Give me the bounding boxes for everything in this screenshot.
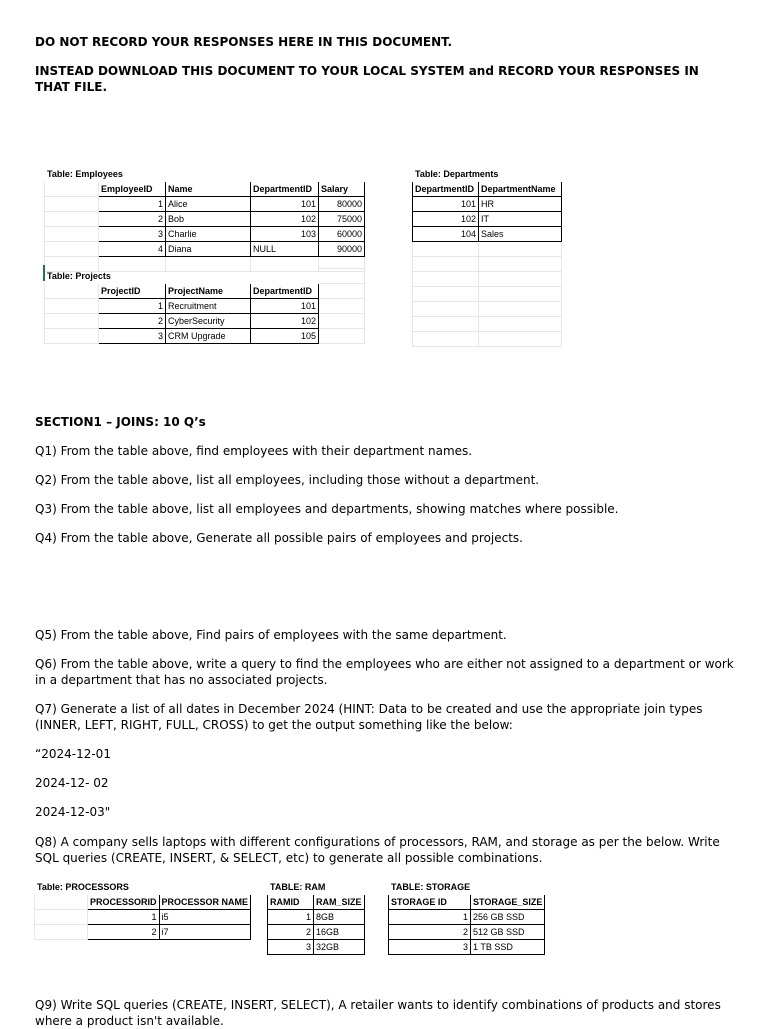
department-name: HR [479,197,562,212]
storage-header-id: STORAGE ID [389,895,471,910]
storage-table [388,879,545,955]
employee-name: Charlie [166,227,251,242]
employee-id: 3 [99,227,166,242]
ram-id: 2 [268,925,314,940]
question-8: Q8) A company sells laptops with different configurations of processors, RAM, and storage as per the below. Write SQL queries (CREATE, INSERT, & SELECT, etc) to generate all possible combinations. [35,835,720,865]
employee-salary: 75000 [319,212,365,227]
table-row [413,197,562,212]
ram-table-title: TABLE: RAM [270,881,326,892]
table-row [268,940,365,955]
departments-table-title: Table: Departments [415,168,499,179]
employee-department-id: 102 [251,212,319,227]
department-id: 102 [413,212,479,227]
department-id: 101 [413,197,479,212]
warning-line-2: INSTEAD DOWNLOAD THIS DOCUMENT TO YOUR LOCAL SYSTEM and RECORD YOUR RESPONSES IN THAT FILE. [35,64,699,94]
processor-name: i7 [159,925,251,940]
employees-header-name: Name [166,182,251,197]
table-row [35,925,251,940]
departments-table [412,166,562,347]
project-department-id: 105 [251,329,319,344]
processors-header-id: PROCESSORID [88,895,160,910]
question-7: Q7) Generate a list of all dates in December 2024 (HINT: Data to be created and use the appropriate join types (INNER, LEFT, RIGHT, FULL, CROSS) to get the output something like the below: [35,702,703,732]
projects-header-projectname: ProjectName [166,284,251,299]
employee-salary: 80000 [319,197,365,212]
storage-size: 1 TB SSD [471,940,545,955]
processor-id: 1 [88,910,160,925]
storage-size: 512 GB SSD [471,925,545,940]
table-row [45,329,365,344]
table-row [45,197,365,212]
employee-id: 4 [99,242,166,257]
projects-table-title: Table: Projects [47,270,111,281]
question-3: Q3) From the table above, list all employees and departments, showing matches where possible. [35,502,619,516]
project-id: 1 [99,299,166,314]
section1-title: SECTION1 – JOINS: 10 Q’s [35,415,206,429]
project-id: 2 [99,314,166,329]
table-row [268,910,365,925]
table-row [45,227,365,242]
table-row [389,910,545,925]
table-row [389,940,545,955]
department-id: 104 [413,227,479,242]
employee-id: 2 [99,212,166,227]
department-name: Sales [479,227,562,242]
project-id: 3 [99,329,166,344]
question-4: Q4) From the table above, Generate all possible pairs of employees and projects. [35,531,523,545]
employee-department-id: 101 [251,197,319,212]
departments-header-departmentid: DepartmentID [413,182,479,197]
warning-line-1: DO NOT RECORD YOUR RESPONSES HERE IN THIS DOCUMENT. [35,35,453,49]
storage-id: 3 [389,940,471,955]
table-row [45,212,365,227]
question-6: Q6) From the table above, write a query to find the employees who are either not assigned to a department or work in a department that has no associated projects. [35,657,734,687]
storage-id: 2 [389,925,471,940]
employee-department-id: NULL [251,242,319,257]
project-department-id: 102 [251,314,319,329]
employee-id: 1 [99,197,166,212]
ram-header-size: RAM_SIZE [314,895,365,910]
q7-example-date-3: 2024-12-03" [35,805,111,819]
projects-header-projectid: ProjectID [99,284,166,299]
processors-header-name: PROCESSOR NAME [159,895,251,910]
ram-size: 16GB [314,925,365,940]
ram-size: 32GB [314,940,365,955]
ram-id: 1 [268,910,314,925]
employee-salary: 90000 [319,242,365,257]
table-row [413,227,562,242]
q7-example-date-2: 2024-12- 02 [35,776,109,790]
table-row [389,925,545,940]
processor-id: 2 [88,925,160,940]
employee-salary: 60000 [319,227,365,242]
ram-size: 8GB [314,910,365,925]
ram-header-id: RAMID [268,895,314,910]
question-2: Q2) From the table above, list all employees, including those without a department. [35,473,540,487]
question-9: Q9) Write SQL queries (CREATE, INSERT, SELECT), A retailer wants to identify combinations of products and stores where a product isn't available. [35,998,721,1028]
storage-header-size: STORAGE_SIZE [471,895,545,910]
employees-table-title: Table: Employees [47,168,123,179]
project-department-id: 101 [251,299,319,314]
employees-header-employeeid: EmployeeID [99,182,166,197]
q7-example-date-1: “2024-12-01 [35,747,111,761]
departments-header-departmentname: DepartmentName [479,182,562,197]
project-name: CRM Upgrade [166,329,251,344]
processor-name: i5 [159,910,251,925]
ram-table [267,879,365,955]
table-row [413,212,562,227]
employee-name: Diana [166,242,251,257]
ram-id: 3 [268,940,314,955]
processors-table [34,879,251,940]
processors-table-title: Table: PROCESSORS [37,881,129,892]
employee-name: Bob [166,212,251,227]
employees-header-departmentid: DepartmentID [251,182,319,197]
department-name: IT [479,212,562,227]
storage-table-title: TABLE: STORAGE [391,881,471,892]
employee-name: Alice [166,197,251,212]
table-row [35,910,251,925]
table-row [45,314,365,329]
storage-size: 256 GB SSD [471,910,545,925]
question-1: Q1) From the table above, find employees with their department names. [35,444,473,458]
projects-header-departmentid: DepartmentID [251,284,319,299]
project-name: Recruitment [166,299,251,314]
employees-table [44,166,365,272]
projects-table [44,268,365,344]
table-row [268,925,365,940]
employees-header-salary: Salary [319,182,365,197]
employee-department-id: 103 [251,227,319,242]
storage-id: 1 [389,910,471,925]
table-row [45,299,365,314]
question-5: Q5) From the table above, Find pairs of employees with the same department. [35,628,507,642]
table-row [45,242,365,257]
project-name: CyberSecurity [166,314,251,329]
